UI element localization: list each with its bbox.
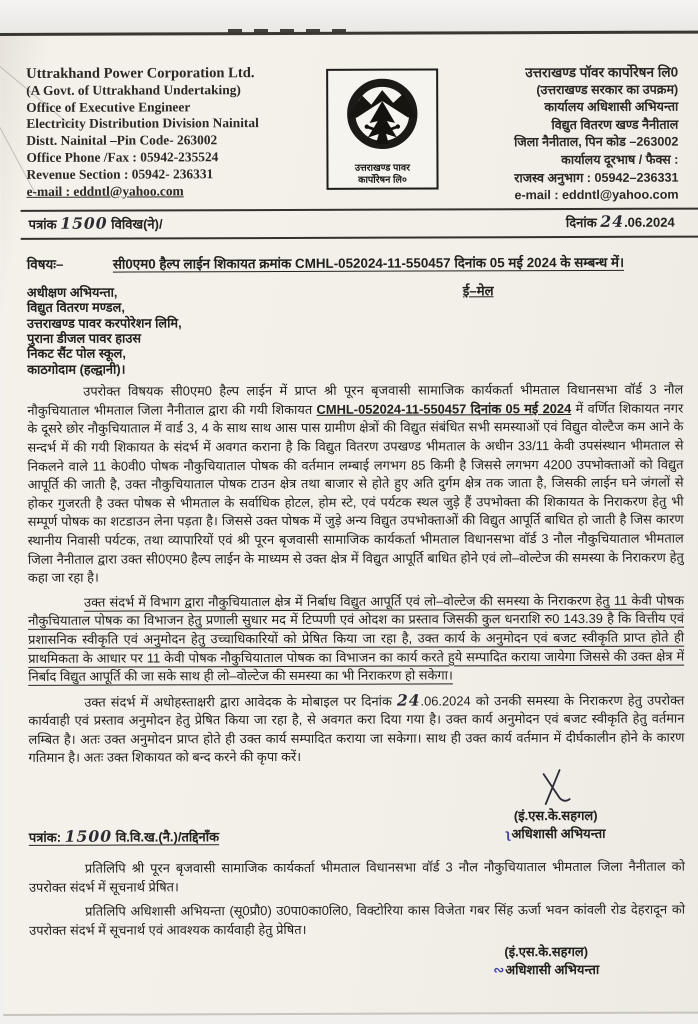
subject-label: विषयः– bbox=[26, 256, 64, 272]
letterhead-line: Electricity Distribution Division Nainital bbox=[26, 115, 259, 132]
signature-icon bbox=[536, 768, 576, 808]
addressee-line: निकट सैंट पोल स्कूल, bbox=[27, 345, 126, 362]
org-name-en: Uttrakhand Power Corporation Ltd. bbox=[26, 65, 255, 82]
letterhead bbox=[26, 64, 682, 207]
signatory-designation bbox=[461, 824, 651, 843]
date-handwritten: 24 bbox=[600, 211, 625, 231]
designation-text: अधिशासी अभियन्ता bbox=[505, 962, 600, 978]
date-rest: .06.2024 bbox=[624, 214, 675, 230]
body-paragraph-1 bbox=[27, 381, 684, 588]
paragraph-text: .06.2024 को उनकी समस्या के निराकरण हेतु उपरोक्त कार्यवाही एवं प्रस्ताव अनुमोदन हेतु प्रेषित किया जा रहा है, से अवगत करा दिया गया है। उक्त कार्य अनुमोदन एवं बजट स्वीकृति हेतु वर्तमान लम्बित है। अतः उक्त अनुमोदन प्राप्त होते ही उक्त कार्य सम्पादित कराया जा सकेगा। साथ ही उक्त कार्य वर्तमान में दीर्घकालीन होने के कारण गतिमान है। अतः उक्त शिकायत को बन्द करने की कृपा करें। bbox=[28, 692, 685, 766]
designation-text: अधिशासी अभियन्ता bbox=[511, 825, 606, 842]
signature-block-2 bbox=[451, 942, 641, 979]
letter-date bbox=[566, 211, 675, 230]
email-mode-tag: ई–मेल bbox=[462, 283, 494, 299]
letterhead-line: Office Phone /Fax : 05942-235524 bbox=[26, 149, 219, 165]
letterhead-line: (उत्तराखण्ड सरकार का उपक्रम) bbox=[536, 82, 679, 97]
horizontal-rule bbox=[21, 235, 698, 239]
letterhead-line: जिला नैनीताल, पिन कोड –263002 bbox=[514, 135, 679, 150]
letter-paper bbox=[0, 31, 698, 1016]
upcl-logo-icon bbox=[336, 74, 428, 158]
upcl-logo-box bbox=[326, 68, 438, 189]
letterhead-hindi-block bbox=[444, 64, 682, 206]
scanner-background bbox=[0, 0, 698, 33]
letterhead-line: कार्यालय अधिशासी अभियन्ता bbox=[544, 99, 679, 115]
ink-mark-icon: ʅ bbox=[506, 826, 511, 842]
letterhead-line: कार्यालय दूरभाष / फैक्स : bbox=[561, 152, 679, 168]
paragraph-text: उपरोक्त विषयक सी0एम0 हैल्प लाईन में प्राप्त श्री पूरन बृजवासी सामाजिक कार्यकर्ता भीमताल विधानसभा वॉर्ड 3 नौल नौकुचियाताल भीमताल जिला नैनीताल द्वारा की गयी शिकायत bbox=[27, 381, 684, 418]
date-label: दिनांक bbox=[565, 214, 597, 230]
addressee-line: अधीक्षण अभियन्ता, bbox=[26, 284, 118, 300]
signature-row-2 bbox=[29, 938, 685, 1014]
body-paragraph-2-underlined: उक्त संदर्भ में विभाग द्वारा नौकुचियाताल क्षेत्र में निर्बाध विद्युत आपूर्ति एवं लो–वोल्टेज की समस्या के निराकरण हेतु 11 केवी पोषक नौकुचियाताल पोषक का विभाजन हेतु प्रणाली सुधार मद में टिप्पणी एवं ओदश का प्रस्ताव जिसकी कुल धनराशि रु0 143.39 है कि वित्तीय एवं प्रशासनिक स्वीकृति एवं अनुमोदन हेतु उच्चाधिकारियों को प्रेषित किया जा रहा है, उक्त कार्य के अनुमोदन एवं बजट स्वीकृति प्राप्त होते ही प्राथमिकता के आधार पर 11 केवी पोषक नौकुचियाताल पोषक का विभाजन का कार्य करते हुये सम्पादित कराया जायेगा जिससे की उक्त क्षेत्र में निर्बाद विद्युत आपूर्ति की जा सके साथ ही लो–वोल्टेज की समस्या का भी निराकरण हो सकेगा। bbox=[28, 592, 685, 684]
date-handwritten: 24 bbox=[396, 690, 421, 710]
letterhead-line: राजस्व अनुभाग : 05942–236331 bbox=[514, 170, 679, 185]
email-address: e-mail : eddntl@yahoo.com bbox=[26, 182, 184, 199]
logo-caption-line2: कार्पोरेषन लि० bbox=[358, 174, 407, 186]
cc-paragraph-2: प्रतिलिपि अधिशासी अभियन्ता (सू0प्रौ0) उ0पा0का0लि0, विक्टोरिया कास विजेता गबर सिंह ऊर्जा भवन कांवली रोड देहरादून को उपरोक्त संदर्भ में सूचनार्थ एवं आवश्यक कार्यवाही हेतु प्रेषित। bbox=[29, 901, 686, 938]
addressee-line: उत्तराखण्ड पावर करपोरेशन लिमि, bbox=[26, 314, 182, 331]
cc-paragraph-1: प्रतिलिपि श्री पूरन बृजवासी सामाजिक कार्यकर्ता भीमताल विधानसभा वॉर्ड 3 नौल नौकुचियाताल भीमताल जिला नैनीताल को उपरोक्त संदर्भ में सूचनार्थ प्रेषित। bbox=[28, 858, 685, 895]
letter-number-handwritten: 1500 bbox=[60, 213, 108, 233]
second-letter-number bbox=[29, 826, 219, 846]
logo-caption-line1: उत्तराखण्ड पावर bbox=[354, 162, 411, 174]
signatory-name: (इं.एस.के.सहगल) bbox=[504, 944, 589, 960]
ref2-suffix: वि.वि.ख.(नै.)/तद्दिनाँक bbox=[112, 829, 220, 845]
addressee-line: विद्युत वितरण मण्डल, bbox=[26, 299, 125, 316]
letter-number bbox=[29, 213, 163, 232]
signature-block-1 bbox=[461, 768, 651, 843]
subject-text: सी0एम0 हैल्प लाईन शिकायत क्रमांक CMHL-052024-11-550457 दिनांक 05 मई 2024 के सम्बन्ध में। bbox=[112, 254, 625, 272]
body-paragraph-3 bbox=[28, 690, 684, 768]
addressee-line: काठगोदाम (हल्द्वानी)। bbox=[27, 361, 126, 377]
signatory-designation bbox=[451, 960, 641, 979]
ref2-handwritten: 1500 bbox=[64, 826, 113, 846]
signatory-name: (इं.एस.के.सहगल) bbox=[513, 807, 598, 824]
ink-mark-icon: ∾ bbox=[493, 962, 505, 978]
letterhead-line: विद्युत वितरण खण्ड नैनीताल bbox=[551, 117, 679, 132]
letterhead-line: Office of Executive Engineer bbox=[26, 98, 191, 115]
addressee-block bbox=[27, 282, 683, 377]
signature-and-ref-row bbox=[29, 768, 685, 854]
letter-number-suffix: विविख(ने)/ bbox=[111, 216, 163, 232]
email-address: e-mail : eddntl@yahoo.com bbox=[514, 187, 679, 203]
reference-band bbox=[27, 209, 683, 234]
letter-number-label: पत्रांक bbox=[28, 216, 57, 232]
addressee-line: पुराना डीजल पावर हाउस bbox=[27, 330, 142, 346]
paragraph-text: उक्त संदर्भ में अधोहस्ताक्षरी द्वारा आवेदक के मोबाइल पर दिनांक bbox=[84, 693, 397, 710]
complaint-reference: CMHL-052024-11-550457 दिनांक 05 मई 2024 bbox=[316, 400, 572, 417]
letterhead-line: Distt. Nainital –Pin Code- 263002 bbox=[26, 132, 218, 149]
org-name-hi: उत्तराखण्ड पॉवर कार्पोरेषन लि0 bbox=[525, 64, 679, 81]
paragraph-text: में वर्णित शिकायत नगर के दूसरे छोर नौकुचियाताल में वार्ड 3, 4 के साथ साथ आस पास ग्रामीण क्षेत्रों की विद्युत संबंधित सभी समस्याओं एवं विद्युत वोल्टैज कम आने के सन्दर्भ में की गयी शिकायत के संदर्भ में अवगत कराना है कि विद्युत वितरण उपखण्ड भीमताल के अधीन 33/11 केवी उपसंस्थान भीमताल से निकलने वाले 11 के0वी0 पोषक नौकुचियाताल पोषक की वर्तमान लम्बाई लगभग 85 किमी है जिससे लगभग 4200 उपभोक्ताओं को विद्युत आपूर्ति की जाती है, उक्त नौकुचियाताल पोषक टाउन क्षेत्र तथा बाजार से होते हुए अति दुर्गम क्षेत्र तक जाता है, जिसकी लाईन घने जंगलों से होकर गुजरती है उक्त पोषक से भीमताल के सर्वाधिक होटल, होम स्टे, एवं पर्यटक स्थल जुड़े हैं उपभोक्ता की शिकायत के निराकरण हेतु भी सम्पूर्ण पोषक का शटडाउन लेना पड़ता है। जिससे उक्त पोषक में जुड़े अन्य विद्युत उपभोक्ताओं की विद्युत आपूर्ति बाधित हो जाती है जिस कारण स्थानीय निवासी पर्यटक, तथा व्यापारियों एवं श्री पूरन बृजवासी सामाजिक कार्यकर्ता भीमताल विधानसभा वॉर्ड 3 नौल नौकुचियाताल भीमताल जिला नैनीताल द्वारा उक्त सी0एम0 हैल्प लाईन के माध्यम से उक्त क्षेत्र में विद्युत आपूर्ति बाधित होने एवं लो–वोल्टेज की समस्या के निराकरण हेतु कहा जा रहा है। bbox=[27, 400, 684, 586]
letterhead-line: Revenue Section : 05942- 236331 bbox=[26, 166, 214, 182]
ref2-label: पत्रांक: bbox=[28, 829, 65, 845]
letterhead-english-block bbox=[26, 65, 318, 200]
subject-line bbox=[27, 252, 683, 272]
letterhead-line: (A Govt. of Uttrakhand Undertaking) bbox=[26, 81, 241, 98]
